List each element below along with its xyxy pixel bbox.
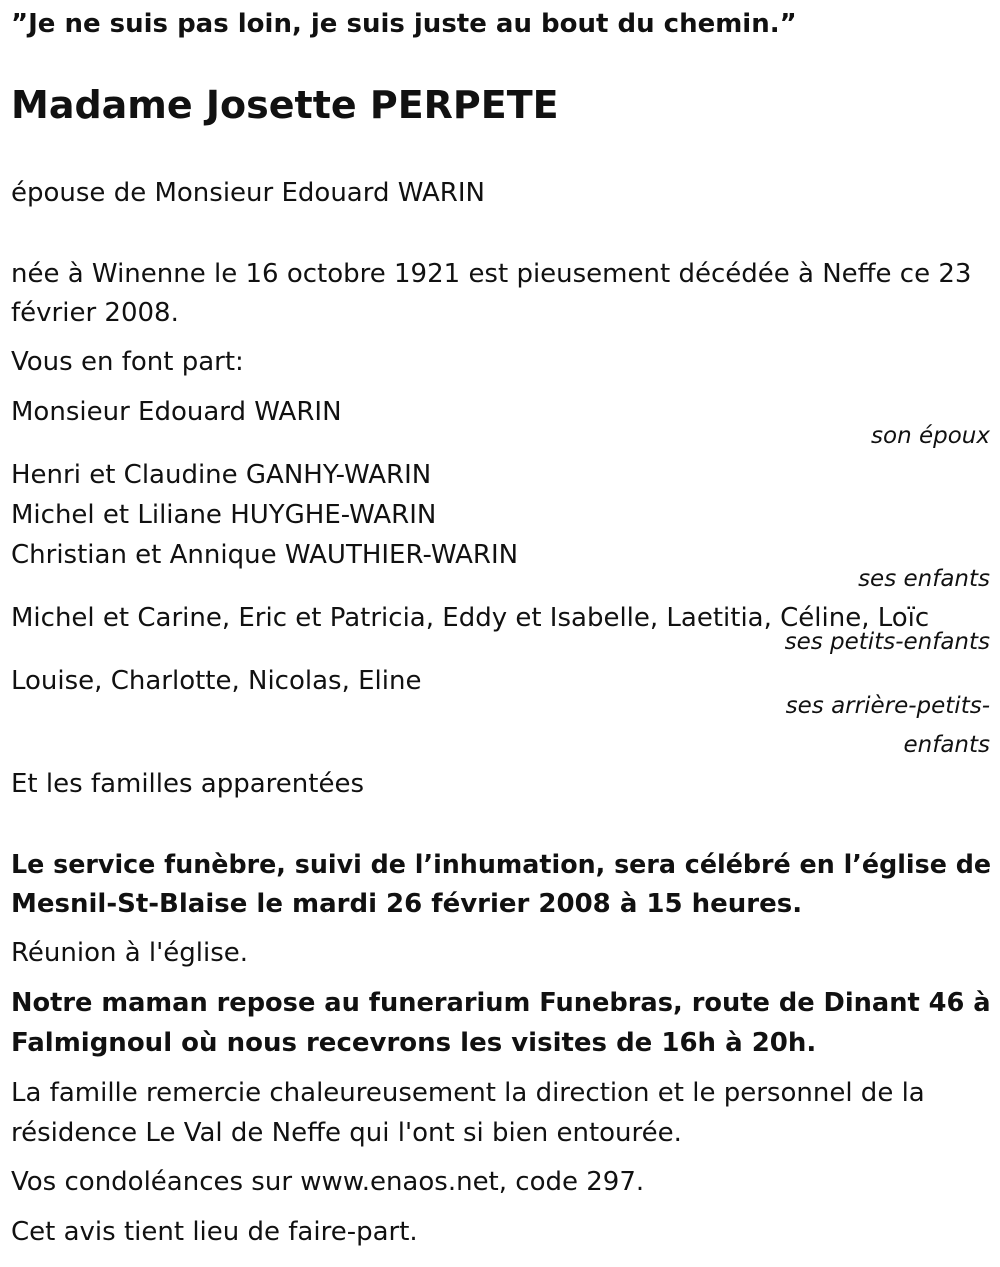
thanks-line-2: résidence Le Val de Neffe qui l'ont si bien entourée. (11, 1118, 682, 1148)
great-grandchildren-role-2: enfants (903, 732, 990, 758)
thanks-line-1: La famille remercie chaleureusement la direction et le personnel de la (11, 1078, 925, 1108)
funerarium-line-1: Notre maman repose au funerarium Funebras, route de Dinant 46 à (11, 988, 991, 1018)
child-3: Christian et Annique WAUTHIER-WARIN (11, 540, 519, 570)
birth-death-line-2: février 2008. (11, 298, 179, 328)
child-2: Michel et Liliane HUYGHE-WARIN (11, 500, 437, 530)
spouse-name: Monsieur Edouard WARIN (11, 397, 342, 427)
announcement-intro: Vous en font part: (11, 347, 244, 377)
funerarium-line-2: Falmignoul où nous recevrons les visites de 16h à 20h. (11, 1028, 817, 1058)
great-grandchildren-role-1: ses arrière-petits- (785, 693, 990, 719)
service-line-1: Le service funèbre, suivi de l’inhumation, sera célébré en l’église de (11, 849, 992, 879)
condolences-note: Vos condoléances sur www.enaos.net, code 297. (11, 1167, 645, 1197)
child-1: Henri et Claudine GANHY-WARIN (11, 460, 432, 490)
epigraph-quote: ”Je ne suis pas loin, je suis juste au bout du chemin.” (11, 9, 797, 39)
grandchildren-role: ses petits-enfants (784, 629, 990, 655)
children-role: ses enfants (858, 566, 990, 592)
related-families: Et les familles apparentées (11, 769, 365, 799)
meeting-note: Réunion à l'église. (11, 938, 249, 968)
deceased-name: Madame Josette PERPETE (11, 83, 559, 127)
spouse-line: épouse de Monsieur Edouard WARIN (11, 178, 485, 208)
service-line-2: Mesnil-St-Blaise le mardi 26 février 2008 à 15 heures. (11, 889, 803, 919)
birth-death-line-1: née à Winenne le 16 octobre 1921 est pieusement décédée à Neffe ce 23 (11, 259, 972, 289)
great-grandchildren-names: Louise, Charlotte, Nicolas, Eline (11, 666, 422, 696)
closing-note: Cet avis tient lieu de faire-part. (11, 1217, 418, 1247)
spouse-role: son époux (871, 423, 990, 449)
grandchildren-names: Michel et Carine, Eric et Patricia, Eddy et Isabelle, Laetitia, Céline, Loïc (11, 603, 930, 633)
